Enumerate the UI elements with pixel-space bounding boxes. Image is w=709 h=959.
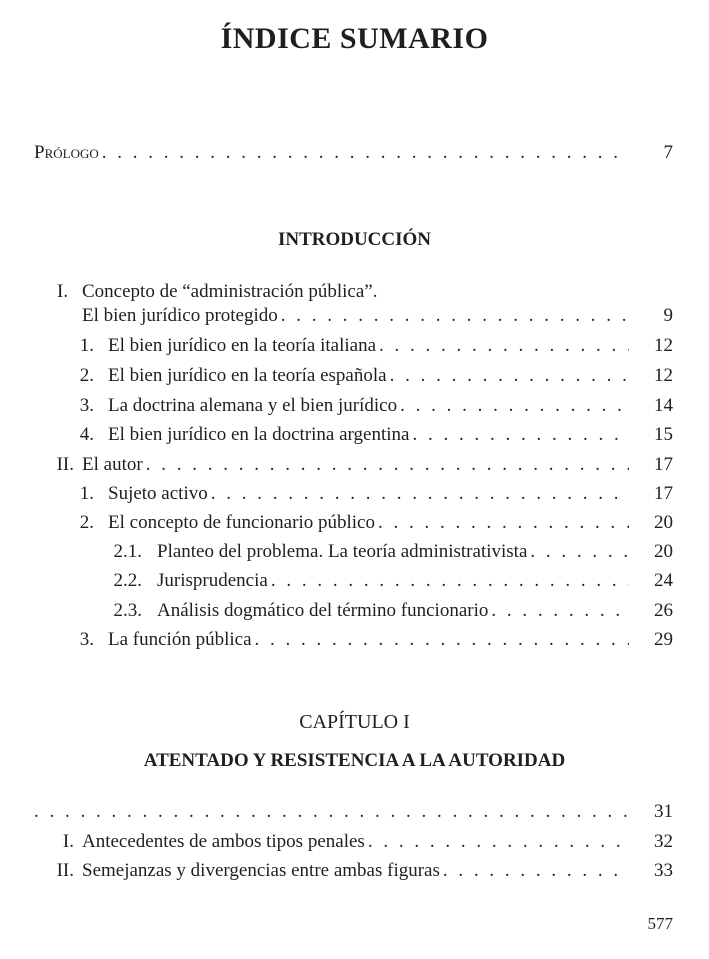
toc-number: 3. [79,395,94,416]
dot-leader [400,394,629,418]
toc-entry[interactable] [0,423,709,447]
toc-entry-label: Planteo del problema. La teoría administrativista [157,541,528,562]
dot-leader [34,800,629,824]
toc-page-number: 14 [654,395,673,416]
toc-number: I. [57,281,69,302]
toc-number: 2.1. [113,541,142,562]
section-heading-introduccion: INTRODUCCIÓN [277,229,432,250]
toc-entry-label: El bien jurídico en la teoría española [108,365,387,386]
toc-page-number: 29 [654,629,673,650]
dot-leader [443,859,629,883]
toc-page-number: 7 [663,142,673,163]
toc-page-number: 12 [654,365,673,386]
toc-page-number: 17 [654,454,673,475]
dot-leader [255,628,629,652]
toc-entry[interactable] [0,859,709,883]
toc-entry[interactable] [0,394,709,418]
toc-entry-label: La función pública [108,629,252,650]
chapter-title: ATENTADO Y RESISTENCIA A LA AUTORIDAD [143,750,566,771]
page-number: 577 [647,914,673,933]
toc-entry-section-2[interactable] [0,453,709,477]
toc-page-number: 33 [654,860,673,881]
toc-entry-label: Prólogo [34,142,99,163]
toc-page-number: 17 [654,483,673,504]
dot-leader [379,334,629,358]
dot-leader [211,482,629,506]
dot-leader [378,511,629,535]
toc-entry[interactable] [0,364,709,388]
toc-page-number: 9 [663,305,673,326]
toc-subentry[interactable] [0,599,709,623]
toc-number: 2.3. [113,600,142,621]
page-title: ÍNDICE SUMARIO [220,22,489,55]
dot-leader [271,569,629,593]
toc-page-number: 31 [654,801,673,822]
toc-entry[interactable] [0,334,709,358]
toc-page-number: 15 [654,424,673,445]
dot-leader [102,141,629,165]
toc-entry-label: El bien jurídico protegido [82,305,278,326]
toc-entry-label: El concepto de funcionario público [108,512,375,533]
dot-leader [390,364,629,388]
toc-number: 2. [79,365,94,386]
toc-entry-label: El autor [82,454,143,475]
toc-entry-section-1[interactable] [0,304,709,328]
dot-leader [146,453,629,477]
toc-number: II. [56,454,74,475]
toc-page-number: 24 [654,570,673,591]
toc-entry-label: El bien jurídico en la doctrina argentina [108,424,410,445]
dot-leader [368,830,629,854]
toc-entry-label: La doctrina alemana y el bien jurídico [108,395,398,416]
toc-entry-label: Antecedentes de ambos tipos penales [82,831,365,852]
dot-leader [412,423,629,447]
toc-entry-prologo[interactable] [0,141,709,165]
toc-page-number: 32 [654,831,673,852]
toc-entry-label: El bien jurídico en la teoría italiana [108,335,377,356]
chapter-label: CAPÍTULO I [299,711,410,733]
toc-page-number: 20 [654,512,673,533]
toc-entry-label: Concepto de “administración pública”. [82,281,378,302]
dot-leader [491,599,629,623]
toc-number: 2. [79,512,94,533]
toc-entry-label: Análisis dogmático del término funcionario [157,600,489,621]
toc-number: 4. [79,424,94,445]
dot-leader [530,540,629,564]
toc-entry[interactable] [0,511,709,535]
toc-number: 2.2. [113,570,142,591]
toc-page-number: 20 [654,541,673,562]
toc-entry[interactable] [0,482,709,506]
toc-entry-label: Semejanzas y divergencias entre ambas figuras [82,860,440,881]
toc-entry-label: Sujeto activo [108,483,208,504]
toc-number: II. [56,860,74,881]
toc-subentry[interactable] [0,540,709,564]
toc-page-number: 26 [654,600,673,621]
toc-number: 1. [79,335,94,356]
toc-entry[interactable] [0,830,709,854]
toc-number: I. [62,831,74,852]
toc-entry[interactable] [0,628,709,652]
toc-number: 1. [79,483,94,504]
toc-number: 3. [79,629,94,650]
toc-entry-label: Jurisprudencia [157,570,268,591]
toc-subentry[interactable] [0,569,709,593]
toc-entry-chapter-intro[interactable] [0,800,709,824]
dot-leader [281,304,629,328]
toc-page-number: 12 [654,335,673,356]
